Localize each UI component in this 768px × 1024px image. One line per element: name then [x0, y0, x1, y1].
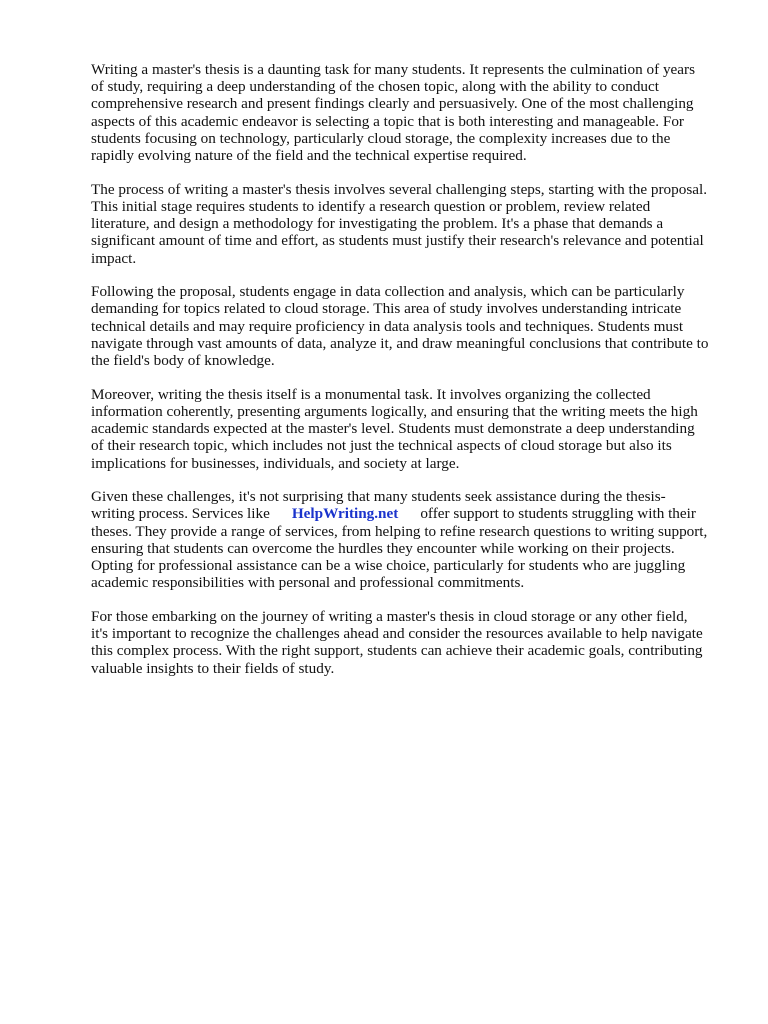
paragraph-writing: Moreover, writing the thesis itself is a monumental task. It involves organizing the collected information coherently, presenting arguments logically, and ensuring that the writing meets the high academic standards expected at the master's level. Students must demonstrate a deep understanding of their research topic, which includes not just the technical aspects of cloud storage but also its implications for businesses, individuals, and society at large. [91, 385, 698, 472]
paragraph-assistance-text-after: offer support to students struggling with their theses. They provide a range of services, from helping to refine research questions to writing support, ensuring that students can overcome the hurdles they encounter while working on their projects. Opting for professional assistance can be a wise choice, particularly for students who are juggling academic responsibilities with personal and professional commitments. [91, 505, 708, 592]
paragraph-intro: Writing a master's thesis is a daunting task for many students. It represents the culmination of years of study, requiring a deep understanding of the chosen topic, along with the ability to conduct comprehensive research and present findings clearly and persuasively. One of the most challenging aspects of this academic endeavor is selecting a topic that is both interesting and manageable. For students focusing on technology, particularly cloud storage, the complexity increases due to the rapidly evolving nature of the field and the technical expertise required. [91, 61, 695, 165]
paragraph-data-collection: Following the proposal, students engage in data collection and analysis, which can be particularly demanding for topics related to cloud storage. This area of study involves understanding intricate technical details and may require proficiency in data analysis tools and techniques. Students must navigate through vast amounts of data, analyze it, and draw meaningful conclusions that contribute to the field's body of knowledge. [91, 283, 709, 370]
helpwriting-link[interactable]: HelpWriting.net [291, 505, 399, 523]
paragraph-proposal: The process of writing a master's thesis involves several challenging steps, starting with the proposal. This initial stage requires students to identify a research question or problem, review related literature, and design a methodology for investigating the problem. It's a phase that demands a significant amount of time and effort, as students must justify their research's relevance and potential impact. [91, 180, 708, 267]
paragraph-conclusion: For those embarking on the journey of writing a master's thesis in cloud storage or any other field, it's important to recognize the challenges ahead and consider the resources available to help navigate this complex process. With the right support, students can achieve their academic goals, contributing valuable insights to their fields of study. [91, 607, 703, 677]
document-body [91, 61, 727, 693]
paragraph-assistance-text-before: Given these challenges, it's not surprising that many students seek assistance during the thesis- writing process. Services like [91, 488, 666, 523]
paragraph-assistance [91, 488, 727, 591]
